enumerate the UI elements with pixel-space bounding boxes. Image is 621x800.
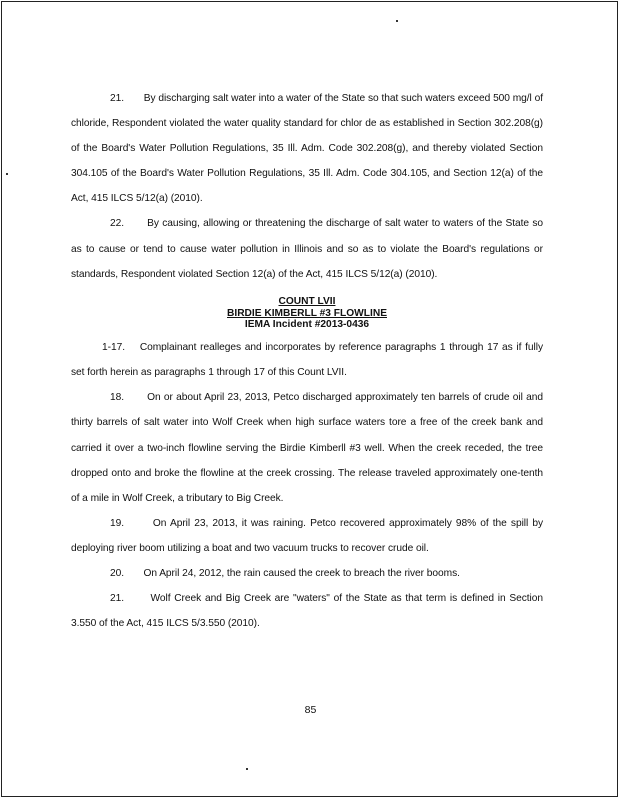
page-number: 85 [304,704,317,716]
paragraph-22 [71,211,543,286]
count-title: COUNT LVII [278,295,336,307]
paragraph-20 [71,561,543,586]
paragraph-21b [71,586,543,636]
paragraph-number: 21. [110,593,125,605]
paragraph-text: Complainant realleges and incorporates by reference paragraphs 1 through 17 as if fully set forth herein as paragraphs 1 through 17 of this Count LVII. [71,342,543,379]
scan-speck [6,173,8,175]
count-subtitle: BIRDIE KIMBERLL #3 FLOWLINE [227,307,387,319]
paragraph-text: On or about April 23, 2013, Petco discharged approximately ten barrels of crude oil and thirty barrels of salt water into Wolf Creek when high surface waters tore a free of the creek bank and carried it over a two-inch flowline serving the Birdie Kimberll #3 well. When the creek receded, the tree dropped onto and broke the flowline at the creek crossing. The release traveled approximately one-tenth of a mile in Wolf Creek, a tributary to Big Creek. [71,392,543,504]
scan-speck [396,20,398,22]
paragraph-number: 18. [110,392,125,404]
count-heading [71,287,543,335]
paragraph-number: 1-17. [102,342,125,354]
paragraph-21 [71,86,543,211]
incident-number: IEMA Incident #2013-0436 [244,319,370,331]
paragraph-text: By discharging salt water into a water of the State so that such waters exceed 500 mg/l of chloride, Respondent violated the water quality standard for chlor de as established in Section 302.208(g) of the Board's Water Pollution Regulations, 35 Ill. Adm. Code 302.208(g), and thereby violated Section 304.105 of the Board's Water Pollution Regulations, 35 Ill. Adm. Code 304.105, and Section 12(a) of the Act, 415 ILCS 5/12(a) (2010). [71,93,543,205]
paragraph-number: 22. [110,218,125,230]
paragraph-18 [71,385,543,510]
paragraph-number: 21. [110,93,125,104]
paragraph-1-17 [71,335,543,385]
scan-speck [246,768,248,770]
document-body [71,86,543,636]
paragraph-text: On April 24, 2012, the rain caused the creek to breach the river booms. [143,567,460,579]
paragraph-number: 20. [110,567,125,579]
paragraph-text: Wolf Creek and Big Creek are "waters" of the State as that term is defined in Section 3.550 of the Act, 415 ILCS 5/3.550 (2010). [71,593,543,630]
paragraph-number: 19. [110,517,125,529]
paragraph-text: By causing, allowing or threatening the discharge of salt water to waters of the State so as to cause or tend to cause water pollution in Illinois and so as to violate the Board's regulations or standards, Respondent violated Section 12(a) of the Act, 415 ILCS 5/12(a) (2010). [71,218,543,280]
paragraph-text: On April 23, 2013, it was raining. Petco recovered approximately 98% of the spill by deploying river boom utilizing a boat and two vacuum trucks to recover crude oil. [71,517,543,554]
paragraph-19 [71,511,543,561]
